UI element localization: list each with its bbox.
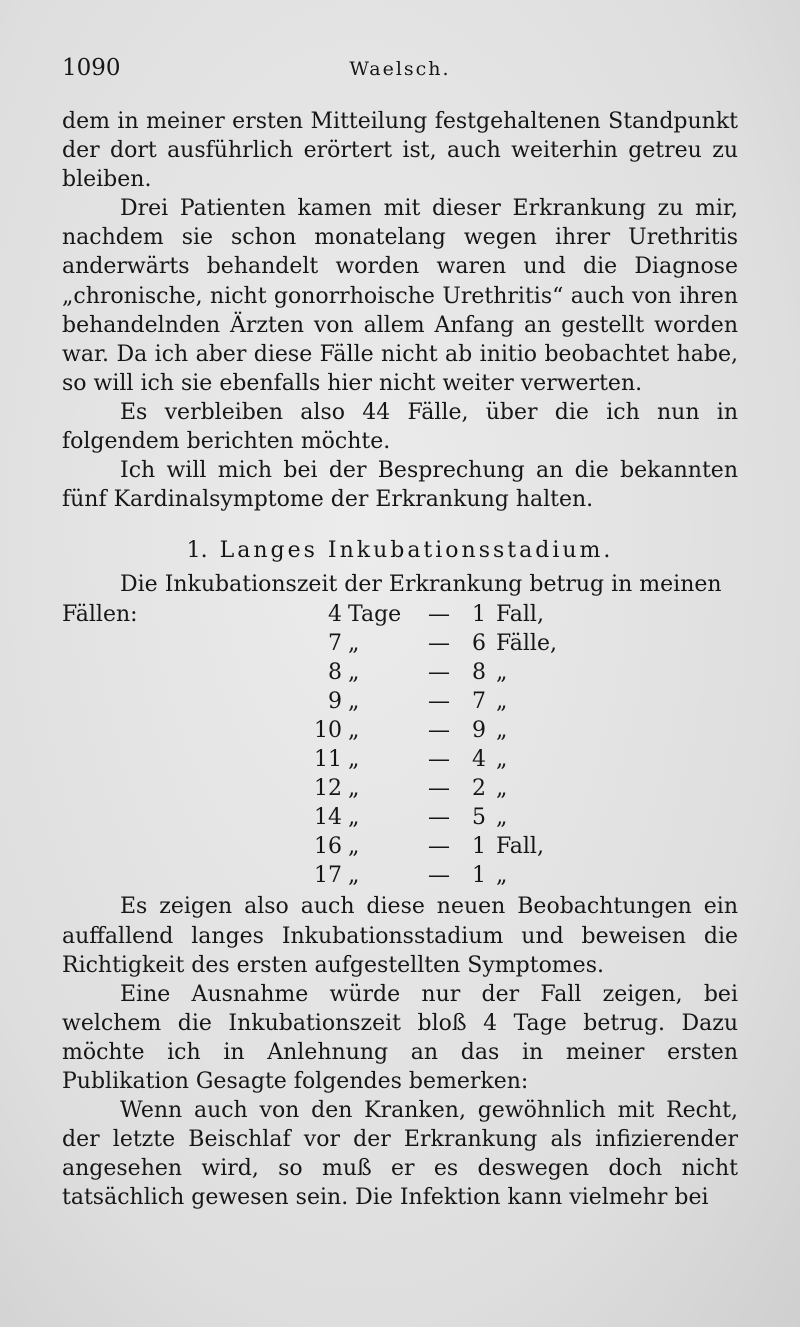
dash: —	[428, 659, 450, 685]
case-label: „	[496, 863, 508, 889]
day-unit: „	[348, 834, 360, 860]
case-count: 1	[472, 863, 486, 889]
body-text	[62, 107, 738, 1212]
table-row	[62, 600, 557, 629]
paragraph: Drei Patienten kamen mit dieser Erkrankung zu mir, nachdem sie schon monatelang wegen ihrer Urethritis anderwärts behandelt worden waren und die Diagnose „chronische, nicht gonorrhoische Urethritis“ auch von ihren behandelnden Ärzten von allem Anfang an gestellt worden war. Da ich aber diese Fälle nicht ab initio beobachtet habe, so will ich sie ebenfalls hier nicht weiter verwerten.	[62, 196, 738, 396]
dash: —	[428, 834, 450, 860]
case-label: „	[496, 805, 508, 831]
row-label	[62, 658, 302, 687]
case-label: Fall,	[496, 834, 544, 860]
incubation-days: 11	[314, 746, 342, 772]
incubation-days: 10	[314, 717, 342, 743]
paragraph: Es zeigen also auch diese neuen Beobachtungen ein auffallend langes Inkubationsstadium und beweisen die Richtigkeit des ersten aufgestellten Symptomes.	[62, 894, 738, 978]
incubation-days: 8	[328, 659, 342, 685]
day-unit: „	[348, 688, 360, 714]
dash: —	[428, 776, 450, 802]
row-label: Fällen:	[62, 601, 138, 627]
table-row	[62, 803, 557, 832]
case-label: „	[496, 717, 508, 743]
case-label: Fälle,	[496, 630, 557, 656]
day-unit: „	[348, 717, 360, 743]
case-count: 5	[472, 805, 486, 831]
running-head: Waelsch.	[349, 58, 451, 80]
incubation-days: 14	[314, 805, 342, 831]
table-row	[62, 745, 557, 774]
case-label: „	[496, 746, 508, 772]
row-label	[62, 745, 302, 774]
paragraph: dem in meiner ersten Mitteilung festgehaltenen Standpunkt der dort ausführlich erörtert ist, auch weiterhin getreu zu bleiben.	[62, 109, 738, 193]
table-row	[62, 716, 557, 745]
table-row	[62, 658, 557, 687]
paragraph: Wenn auch von den Kranken, gewöhnlich mit Recht, der letzte Beischlaf vor der Erkrankung als infizierender angesehen wird, so muß er es deswegen doch nicht tatsächlich gewesen sein. Die Infektion kann vielmehr bei	[62, 1098, 738, 1211]
paragraph: Eine Ausnahme würde nur der Fall zeigen, bei welchem die Inkubationszeit bloß 4 Tage betrug. Dazu möchte ich in Anlehnung an das in meiner ersten Publikation Gesagte folgendes bemerken:	[62, 981, 738, 1094]
incubation-table	[62, 600, 557, 891]
table-row	[62, 861, 557, 890]
incubation-table-wrap	[62, 600, 738, 891]
dash: —	[428, 601, 450, 627]
case-label: „	[496, 776, 508, 802]
dash: —	[428, 630, 450, 656]
incubation-days: 12	[314, 776, 342, 802]
table-row	[62, 774, 557, 803]
case-count: 7	[472, 688, 486, 714]
table-row	[62, 832, 557, 861]
table-row	[62, 629, 557, 658]
incubation-days: 7	[328, 630, 342, 656]
row-label	[62, 687, 302, 716]
row-label	[62, 774, 302, 803]
page-number: 1090	[62, 55, 121, 81]
row-label	[62, 803, 302, 832]
case-count: 6	[472, 630, 486, 656]
row-label	[62, 716, 302, 745]
incubation-days: 9	[328, 688, 342, 714]
table-intro: Die Inkubationszeit der Erkrankung betrug in meinen	[120, 572, 722, 598]
dash: —	[428, 805, 450, 831]
section-heading	[62, 536, 738, 565]
table-row	[62, 687, 557, 716]
case-label: „	[496, 688, 508, 714]
incubation-days: 16	[314, 834, 342, 860]
dash: —	[428, 746, 450, 772]
row-label	[62, 629, 302, 658]
dash: —	[428, 863, 450, 889]
case-count: 8	[472, 659, 486, 685]
case-label: „	[496, 659, 508, 685]
case-count: 9	[472, 717, 486, 743]
row-label	[62, 832, 302, 861]
dash: —	[428, 688, 450, 714]
section-number: 1.	[186, 538, 208, 564]
day-unit: „	[348, 805, 360, 831]
page-header	[62, 55, 738, 87]
paragraph: Ich will mich bei der Besprechung an die bekannten fünf Kardinalsymptome der Erkrankung halten.	[62, 458, 738, 513]
day-unit: „	[348, 863, 360, 889]
case-count: 4	[472, 746, 486, 772]
incubation-days: 4	[328, 601, 342, 627]
row-label	[62, 861, 302, 890]
incubation-days: 17	[314, 863, 342, 889]
paragraph: Es verbleiben also 44 Fälle, über die ich nun in folgendem berichten möchte.	[62, 399, 738, 455]
day-unit: „	[348, 776, 360, 802]
case-label: Fall,	[496, 601, 544, 627]
day-unit: „	[348, 630, 360, 656]
dash: —	[428, 717, 450, 743]
day-unit: „	[348, 659, 360, 685]
case-count: 2	[472, 776, 486, 802]
day-unit: Tage	[348, 601, 402, 627]
case-count: 1	[472, 601, 486, 627]
day-unit: „	[348, 746, 360, 772]
section-title: Langes Inkubationsstadium.	[219, 538, 614, 564]
case-count: 1	[472, 834, 486, 860]
